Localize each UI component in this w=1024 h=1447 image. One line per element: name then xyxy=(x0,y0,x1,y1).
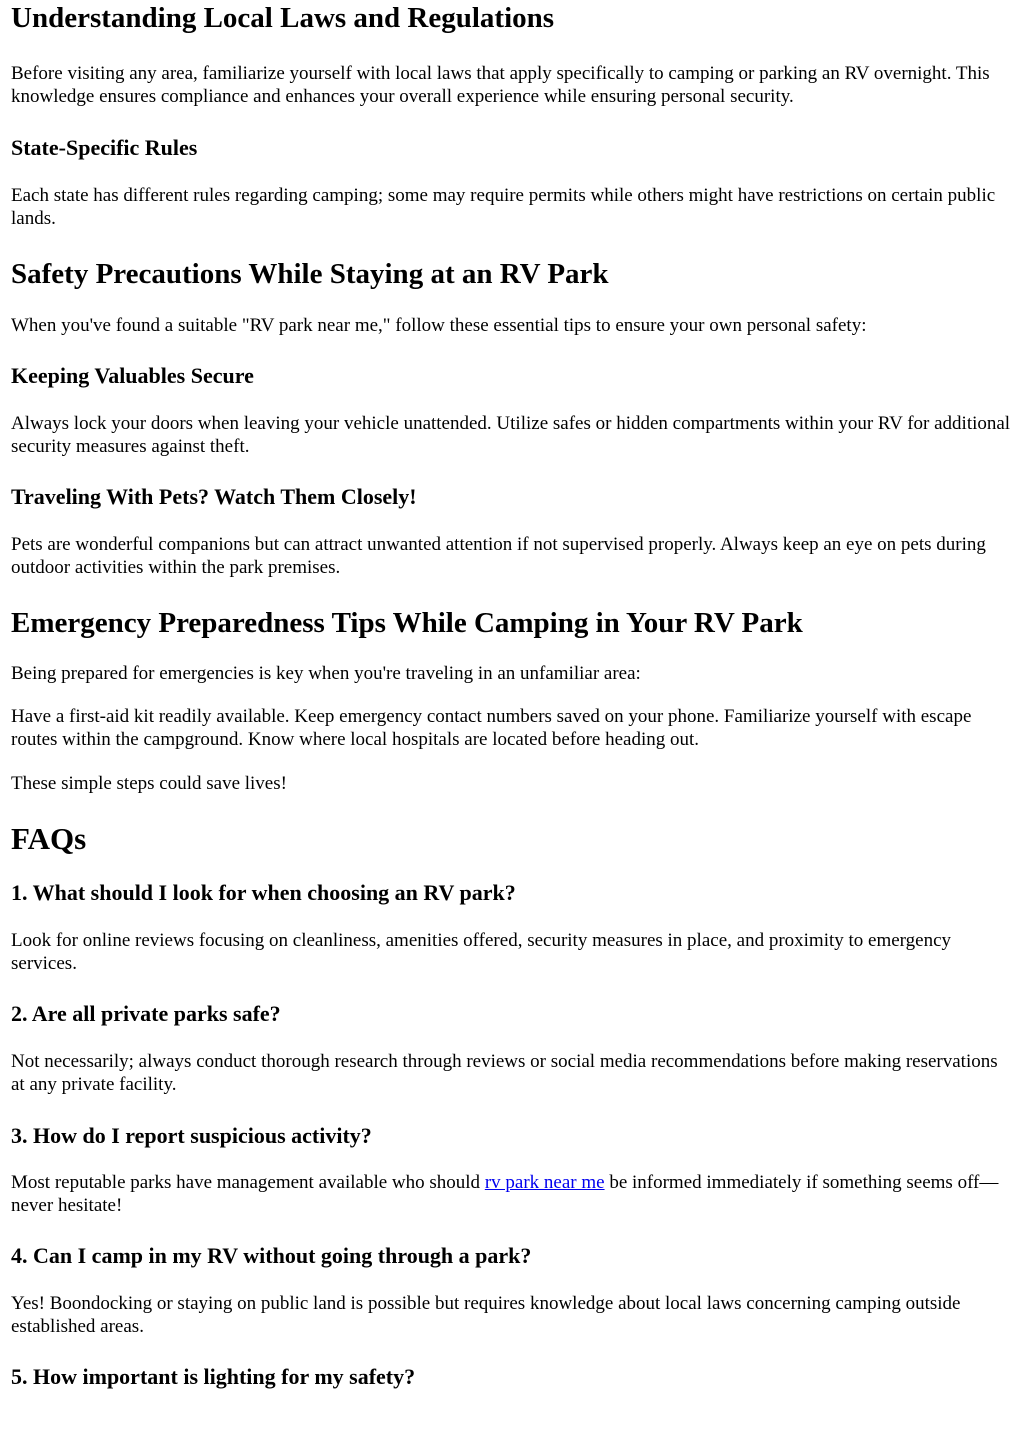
faq-question-2: 2. Are all private parks safe? xyxy=(11,1001,281,1026)
section-heading-safety-precautions: Safety Precautions While Staying at an RV Park xyxy=(11,258,609,290)
paragraph-emergency-closing: These simple steps could save lives! xyxy=(11,773,287,794)
section-paragraph-local-laws: Before visiting any area, familiarize yourself with local laws that apply specifically to camping or parking an RV overnight. This knowledge ensures compliance and enhances your overall experience while ensuring personal security. xyxy=(11,63,990,107)
subheading-traveling-with-pets: Traveling With Pets? Watch Them Closely! xyxy=(11,484,417,509)
faq-question-3: 3. How do I report suspicious activity? xyxy=(11,1123,372,1148)
paragraph-emergency-intro: Being prepared for emergencies is key when you're traveling in an unfamiliar area: xyxy=(11,663,641,684)
paragraph-emergency-tips: Have a first-aid kit readily available. Keep emergency contact numbers saved on your phone. Familiarize yourself with escape routes within the campground. Know where local hospitals are located before heading out. xyxy=(11,706,972,750)
paragraph-traveling-with-pets: Pets are wonderful companions but can attract unwanted attention if not supervised properly. Always keep an eye on pets during outdoor activities within the park premises. xyxy=(11,534,986,578)
faq-answer-3-text-before: Most reputable parks have management available who should xyxy=(11,1172,485,1193)
paragraph-safety-precautions: When you've found a suitable "RV park near me," follow these essential tips to ensure your own personal safety: xyxy=(11,315,867,336)
rv-park-near-me-link[interactable]: rv park near me xyxy=(484,1172,605,1193)
faq-answer-3 xyxy=(11,1171,1013,1217)
faq-answer-3-text-after: be informed immediately if something seems off—never hesitate! xyxy=(11,1172,999,1216)
subheading-keeping-valuables-secure: Keeping Valuables Secure xyxy=(11,363,254,388)
faq-question-4: 4. Can I camp in my RV without going through a park? xyxy=(11,1243,532,1268)
faq-question-5: 5. How important is lighting for my safety? xyxy=(11,1364,416,1389)
paragraph-state-specific-rules: Each state has different rules regarding camping; some may require permits while others might have restrictions on certain public lands. xyxy=(11,185,996,229)
article xyxy=(0,1,1024,1390)
paragraph-keeping-valuables-secure: Always lock your doors when leaving your vehicle unattended. Utilize safes or hidden compartments within your RV for additional security measures against theft. xyxy=(11,413,1011,457)
section-heading-local-laws: Understanding Local Laws and Regulations xyxy=(11,2,555,34)
faq-answer-4: Yes! Boondocking or staying on public land is possible but requires knowledge about local laws concerning camping outside established areas. xyxy=(11,1293,961,1337)
faq-question-1: 1. What should I look for when choosing an RV park? xyxy=(11,880,516,905)
faqs-heading: FAQs xyxy=(11,821,87,856)
faq-answer-2: Not necessarily; always conduct thorough research through reviews or social media recommendations before making reservations at any private facility. xyxy=(11,1051,998,1095)
section-heading-emergency-preparedness: Emergency Preparedness Tips While Camping in Your RV Park xyxy=(11,607,803,639)
faq-answer-1: Look for online reviews focusing on cleanliness, amenities offered, security measures in place, and proximity to emergency services. xyxy=(11,930,952,974)
subheading-state-specific-rules: State-Specific Rules xyxy=(11,135,198,160)
